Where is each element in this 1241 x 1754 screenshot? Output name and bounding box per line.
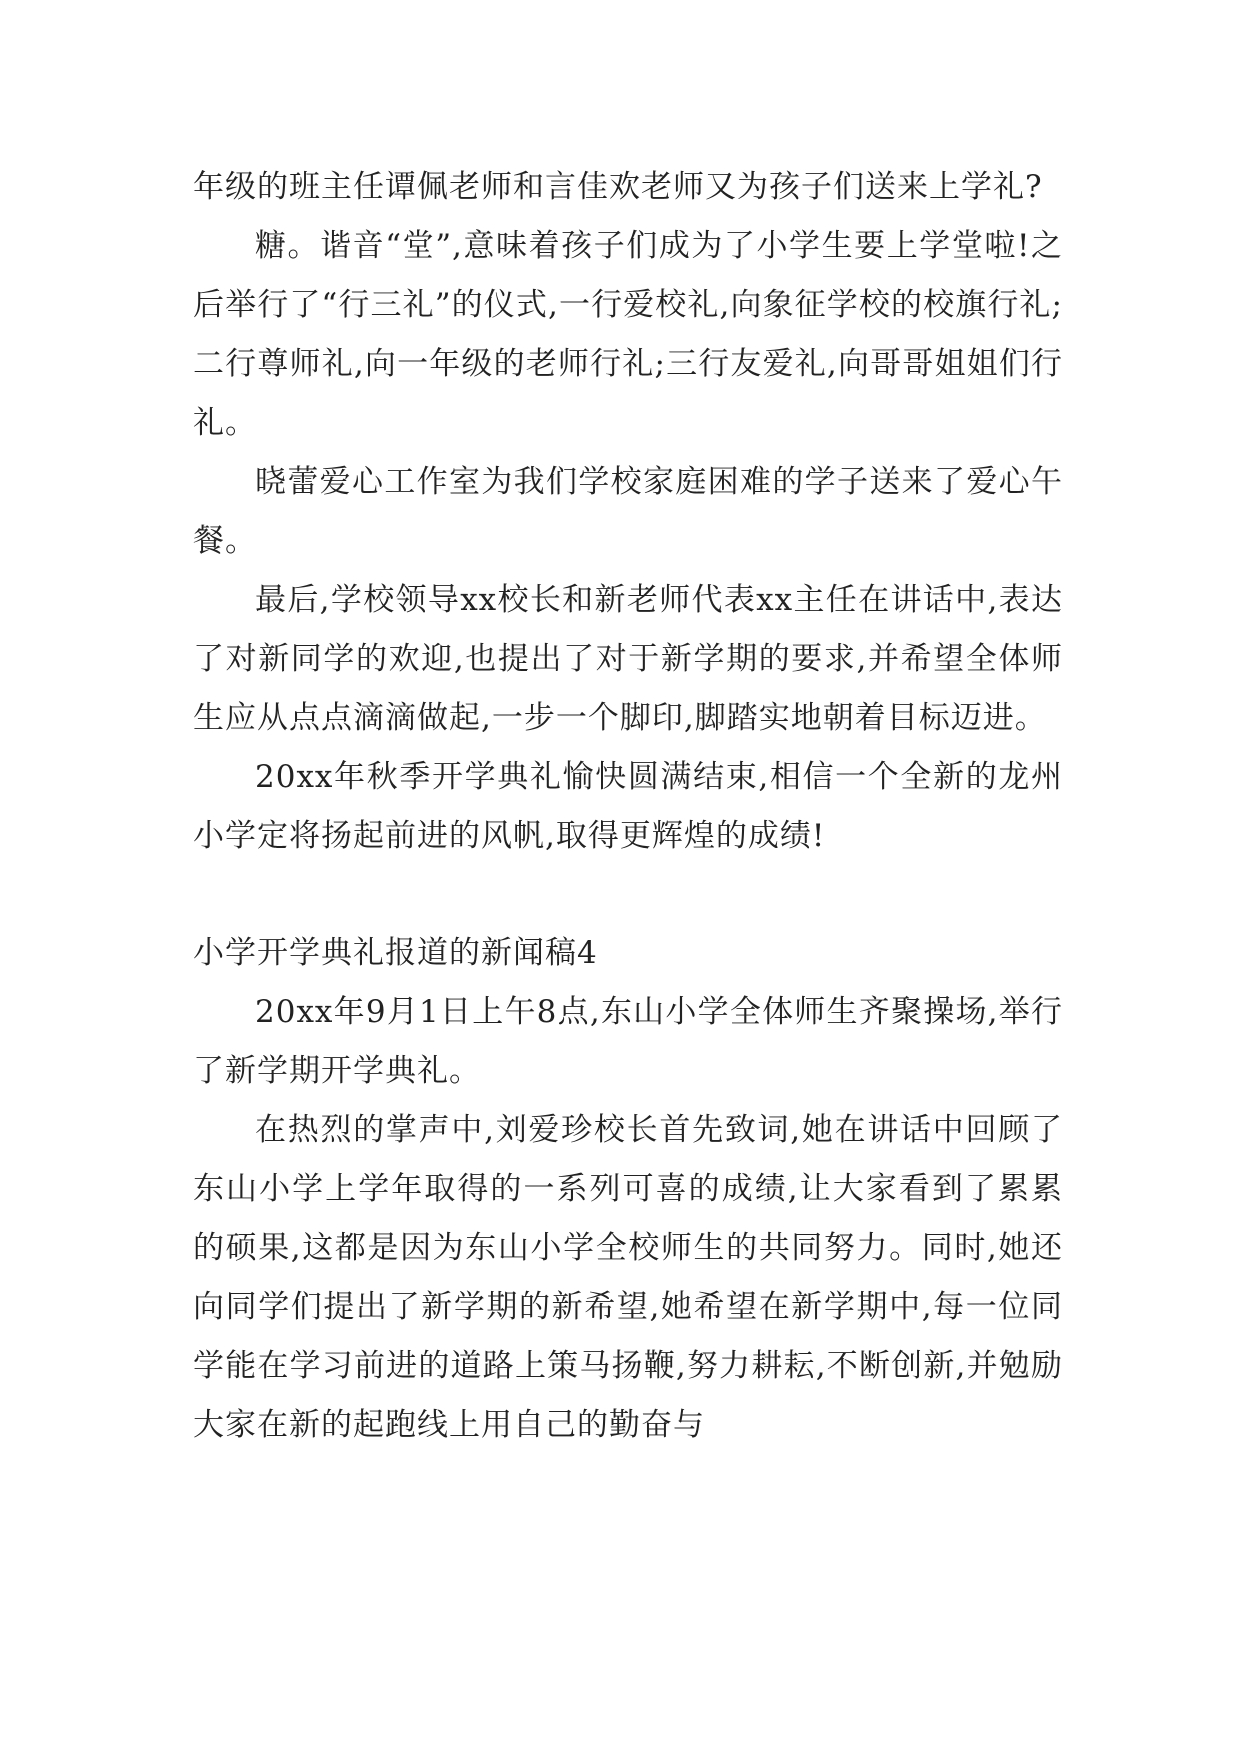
paragraph-principal-speech: 在热烈的掌声中,刘爱珍校长首先致词,她在讲话中回顾了东山小学上学年取得的一系列可喜的成绩,让大家看到了累累的硕果,这都是因为东山小学全校师生的共同努力。同时,她还向同学们提出了新学期的新希望,她希望在新学期中,每一位同学能在学习前进的道路上策马扬鞭,努力耕耘,不断创新,并勉励大家在新的起跑线上用自己的勤奋与	[193, 1112, 1063, 1443]
paragraph-candy: 糖。谐音“堂”,意味着孩子们成为了小学生要上学堂啦!之后举行了“行三礼”的仪式,一行爱校礼,向象征学校的校旗行礼;二行尊师礼,向一年级的老师行礼;三行友爱礼,向哥哥姐姐们行礼。	[193, 228, 1063, 441]
paragraph-continuation: 年级的班主任谭佩老师和言佳欢老师又为孩子们送来上学礼?	[193, 169, 1043, 205]
paragraph-opening: 20xx年9月1日上午8点,东山小学全体师生齐聚操场,举行了新学期开学典礼。	[193, 994, 1063, 1089]
paragraph-closing: 20xx年秋季开学典礼愉快圆满结束,相信一个全新的龙州小学定将扬起前进的风帆,取得更辉煌的成绩!	[193, 759, 1063, 854]
document-body	[193, 158, 1063, 1455]
section-heading: 小学开学典礼报道的新闻稿4	[193, 935, 598, 971]
paragraph-speech: 最后,学校领导xx校长和新老师代表xx主任在讲话中,表达了对新同学的欢迎,也提出了对于新学期的要求,并希望全体师生应从点点滴滴做起,一步一个脚印,脚踏实地朝着目标迈进。	[193, 582, 1063, 736]
paragraph-lunch: 晓蕾爱心工作室为我们学校家庭困难的学子送来了爱心午餐。	[193, 464, 1063, 559]
